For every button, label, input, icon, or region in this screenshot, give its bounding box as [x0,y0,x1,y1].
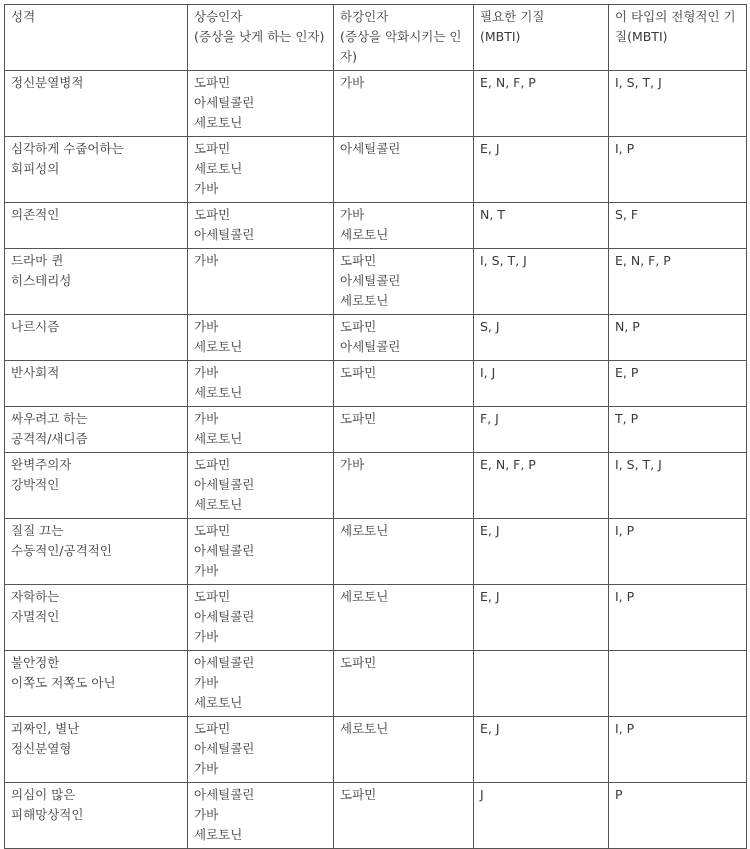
table-row [5,407,747,453]
cell-required-temperament: E, N, F, P [474,453,609,519]
cell-downward-factor: 세로토닌 [334,585,474,651]
cell-personality: 싸우려고 하는 공격적/새디즘 [5,407,188,453]
cell-downward-factor: 가바 [334,71,474,137]
cell-required-temperament: S, J [474,315,609,361]
cell-upward-factor: 가바 세로토닌 [188,315,334,361]
cell-personality: 나르시즘 [5,315,188,361]
cell-required-temperament [474,651,609,717]
cell-downward-factor: 도파민 아세틸콜린 세로토닌 [334,249,474,315]
cell-typical-temperament: E, P [609,361,747,407]
cell-typical-temperament: I, P [609,137,747,203]
cell-typical-temperament: E, N, F, P [609,249,747,315]
table-row [5,71,747,137]
cell-typical-temperament: I, P [609,585,747,651]
header-row [5,5,747,71]
cell-typical-temperament: I, P [609,717,747,783]
cell-upward-factor: 도파민 아세틸콜린 세로토닌 [188,453,334,519]
table-row [5,315,747,361]
header-required-temperament: 필요한 기질 (MBTI) [474,5,609,71]
cell-personality: 반사회적 [5,361,188,407]
cell-personality: 자학하는 자멸적인 [5,585,188,651]
cell-upward-factor: 도파민 아세틸콜린 가바 [188,519,334,585]
table-row [5,783,747,849]
cell-personality: 정신분열병적 [5,71,188,137]
header-typical-temperament: 이 타입의 전형적인 기질(MBTI) [609,5,747,71]
cell-required-temperament: I, J [474,361,609,407]
cell-required-temperament: E, J [474,519,609,585]
header-personality: 성격 [5,5,188,71]
cell-personality: 의심이 많은 피해망상적인 [5,783,188,849]
cell-personality: 괴짜인, 별난 정신분열형 [5,717,188,783]
cell-typical-temperament: N, P [609,315,747,361]
cell-downward-factor: 도파민 [334,407,474,453]
cell-downward-factor: 가바 세로토닌 [334,203,474,249]
cell-downward-factor: 가바 [334,453,474,519]
table-row [5,249,747,315]
header-upward-factor: 상승인자 (증상을 낫게 하는 인자) [188,5,334,71]
cell-downward-factor: 세로토닌 [334,519,474,585]
table-row [5,203,747,249]
table-row [5,585,747,651]
table-row [5,361,747,407]
cell-upward-factor: 가바 세로토닌 [188,407,334,453]
cell-upward-factor: 아세틸콜린 가바 세로토닌 [188,651,334,717]
cell-required-temperament: E, N, F, P [474,71,609,137]
header-downward-factor: 하강인자 (증상을 악화시키는 인자) [334,5,474,71]
cell-downward-factor: 도파민 [334,361,474,407]
cell-upward-factor: 가바 [188,249,334,315]
cell-personality: 질질 끄는 수동적인/공격적인 [5,519,188,585]
table-row [5,651,747,717]
cell-typical-temperament: S, F [609,203,747,249]
cell-required-temperament: E, J [474,585,609,651]
cell-downward-factor: 도파민 [334,783,474,849]
cell-upward-factor: 아세틸콜린 가바 세로토닌 [188,783,334,849]
cell-downward-factor: 도파민 아세틸콜린 [334,315,474,361]
cell-upward-factor: 도파민 아세틸콜린 가바 [188,717,334,783]
table-row [5,453,747,519]
cell-downward-factor: 세로토닌 [334,717,474,783]
cell-upward-factor: 도파민 아세틸콜린 가바 [188,585,334,651]
cell-typical-temperament: T, P [609,407,747,453]
cell-required-temperament: N, T [474,203,609,249]
cell-downward-factor: 아세틸콜린 [334,137,474,203]
cell-upward-factor: 도파민 아세틸콜린 [188,203,334,249]
cell-upward-factor: 도파민 세로토닌 가바 [188,137,334,203]
cell-personality: 불안정한 이쪽도 저쪽도 아닌 [5,651,188,717]
cell-personality: 완벽주의자 강박적인 [5,453,188,519]
cell-personality: 심각하게 수줍어하는 회피성의 [5,137,188,203]
cell-typical-temperament [609,651,747,717]
table-row [5,717,747,783]
cell-required-temperament: I, S, T, J [474,249,609,315]
cell-typical-temperament: I, S, T, J [609,453,747,519]
cell-required-temperament: E, J [474,717,609,783]
cell-downward-factor: 도파민 [334,651,474,717]
personality-table [4,4,747,849]
cell-personality: 드라마 퀸 히스테리성 [5,249,188,315]
cell-upward-factor: 도파민 아세틸콜린 세로토닌 [188,71,334,137]
cell-upward-factor: 가바 세로토닌 [188,361,334,407]
cell-typical-temperament: I, S, T, J [609,71,747,137]
cell-required-temperament: E, J [474,137,609,203]
cell-required-temperament: F, J [474,407,609,453]
cell-typical-temperament: P [609,783,747,849]
table-row [5,137,747,203]
cell-required-temperament: J [474,783,609,849]
cell-personality: 의존적인 [5,203,188,249]
table-row [5,519,747,585]
cell-typical-temperament: I, P [609,519,747,585]
